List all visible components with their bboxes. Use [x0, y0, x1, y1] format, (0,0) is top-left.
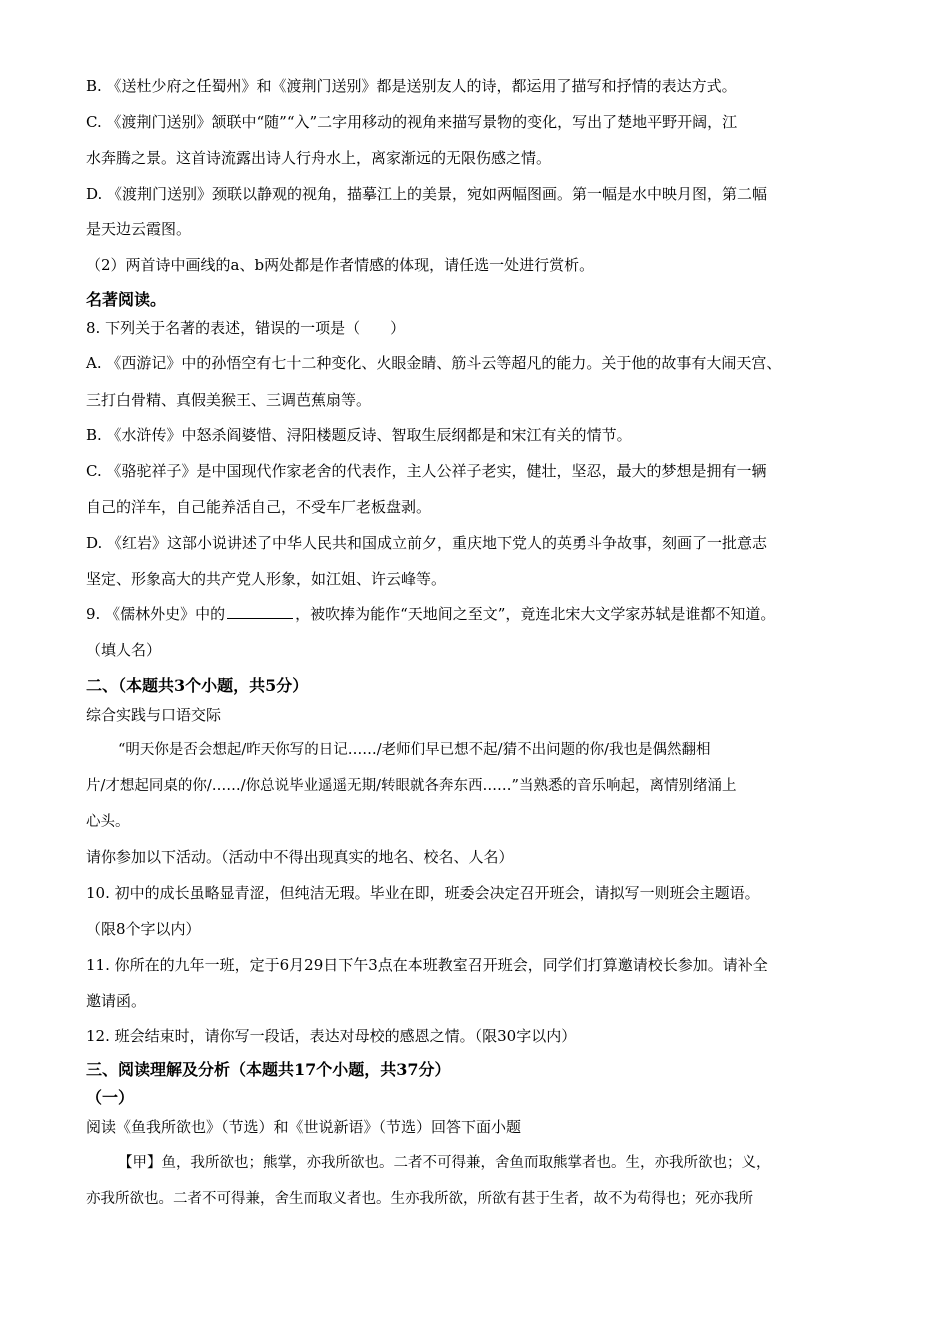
option-d-q8-line2: 坚定、形象高大的共产党人形象，如江姐、许云峰等。: [86, 570, 447, 588]
question-9-part2: ，被吹捧为能作“天地间之至文”，竟连北宋大文学家苏轼是谁都不知道。: [295, 605, 776, 623]
lyrics-passage-line3: 心头。: [86, 814, 130, 830]
reading-instruction: 阅读《鱼我所欲也》（节选）和《世说新语》（节选）回答下面小题: [86, 1118, 522, 1136]
section-heading-2: 二、（本题共3个小题，共5分）: [86, 676, 309, 695]
question-11-line1: 11. 你所在的九年一班，定于6月29日下午3点在本班教室召开班会，同学们打算邀请校长参加。请补全: [86, 956, 768, 974]
option-d-q7-line2: 是天边云霞图。: [86, 220, 192, 238]
option-b-q8: B. 《水浒传》中怒杀阎婆惜、浔阳楼题反诗、智取生辰纲都是和宋江有关的情节。: [86, 426, 632, 444]
question-11-line2: 邀请函。: [86, 992, 147, 1010]
section-heading-classics: 名著阅读。: [86, 290, 167, 309]
question-7-2: （2）两首诗中画线的a、b两处都是作者情感的体现，请任选一处进行赏析。: [86, 256, 595, 274]
question-9-part1: 9. 《儒林外史》中的: [86, 605, 226, 623]
activity-instruction: 请你参加以下活动。（活动中不得出现真实的地名、校名、人名）: [86, 848, 514, 866]
option-c-q7-line1: C. 《渡荆门送别》颔联中“随”“入”二字用移动的视角来描写景物的变化，写出了楚地平野开阔，江: [86, 113, 738, 131]
section-heading-3: 三、阅读理解及分析（本题共17个小题，共37分）: [86, 1060, 451, 1079]
subsection-title-practice: 综合实践与口语交际: [86, 706, 222, 724]
option-c-q7-line2: 水奔腾之景。这首诗流露出诗人行舟水上，离家渐远的无限伤感之情。: [86, 149, 552, 167]
fill-blank[interactable]: [227, 604, 293, 619]
option-d-q8-line1: D. 《红岩》这部小说讲述了中华人民共和国成立前夕，重庆地下党人的英勇斗争故事，刻画了一批意志: [86, 534, 768, 552]
option-c-q8-line1: C. 《骆驼祥子》是中国现代作家老舍的代表作，主人公祥子老实，健壮，坚忍，最大的梦想是拥有一辆: [86, 462, 767, 480]
question-9-note: （填人名）: [86, 641, 162, 659]
question-8: 8. 下列关于名著的表述，错误的一项是（ ）: [86, 319, 406, 337]
lyrics-passage-line2: 片/才想起同桌的你/……/你总说毕业遥遥无期/转眼就各奔东西……”当熟悉的音乐响起，离情别绪涌上: [86, 778, 737, 794]
lyrics-passage-line1: “明天你是否会想起/昨天你写的日记……/老师们早已想不起/猜不出问题的你/我也是偶然翻相: [118, 742, 711, 758]
option-a-q8-line2: 三打白骨精、真假美猴王、三调芭蕉扇等。: [86, 391, 372, 409]
passage-jia-line2: 亦我所欲也。二者不可得兼，舍生而取义者也。生亦我所欲，所欲有甚于生者，故不为苟得也；死亦我所: [86, 1191, 753, 1207]
question-9: [86, 604, 775, 624]
option-b-q7: B. 《送杜少府之任蜀州》和《渡荆门送别》都是送别友人的诗，都运用了描写和抒情的表达方式。: [86, 77, 737, 95]
option-c-q8-line2: 自己的洋车，自己能养活自己，不受车厂老板盘剥。: [86, 498, 432, 516]
question-10: 10. 初中的成长虽略显青涩，但纯洁无瑕。毕业在即，班委会决定召开班会，请拟写一则班会主题语。: [86, 884, 760, 902]
question-12: 12. 班会结束时，请你写一段话，表达对母校的感恩之情。（限30字以内）: [86, 1027, 577, 1045]
passage-jia-line1: 【甲】鱼，我所欲也；熊掌，亦我所欲也。二者不可得兼，舍鱼而取熊掌者也。生，亦我所欲也；义，: [118, 1155, 771, 1171]
question-10-note: （限8个字以内）: [86, 920, 201, 938]
option-a-q8-line1: A. 《西游记》中的孙悟空有七十二种变化、火眼金睛、筋斗云等超凡的能力。关于他的故事有大闹天宫、: [86, 354, 782, 372]
subsection-heading-1: （一）: [86, 1088, 135, 1107]
option-d-q7-line1: D. 《渡荆门送别》颈联以静观的视角，描摹江上的美景，宛如两幅图画。第一幅是水中映月图，第二幅: [86, 185, 768, 203]
